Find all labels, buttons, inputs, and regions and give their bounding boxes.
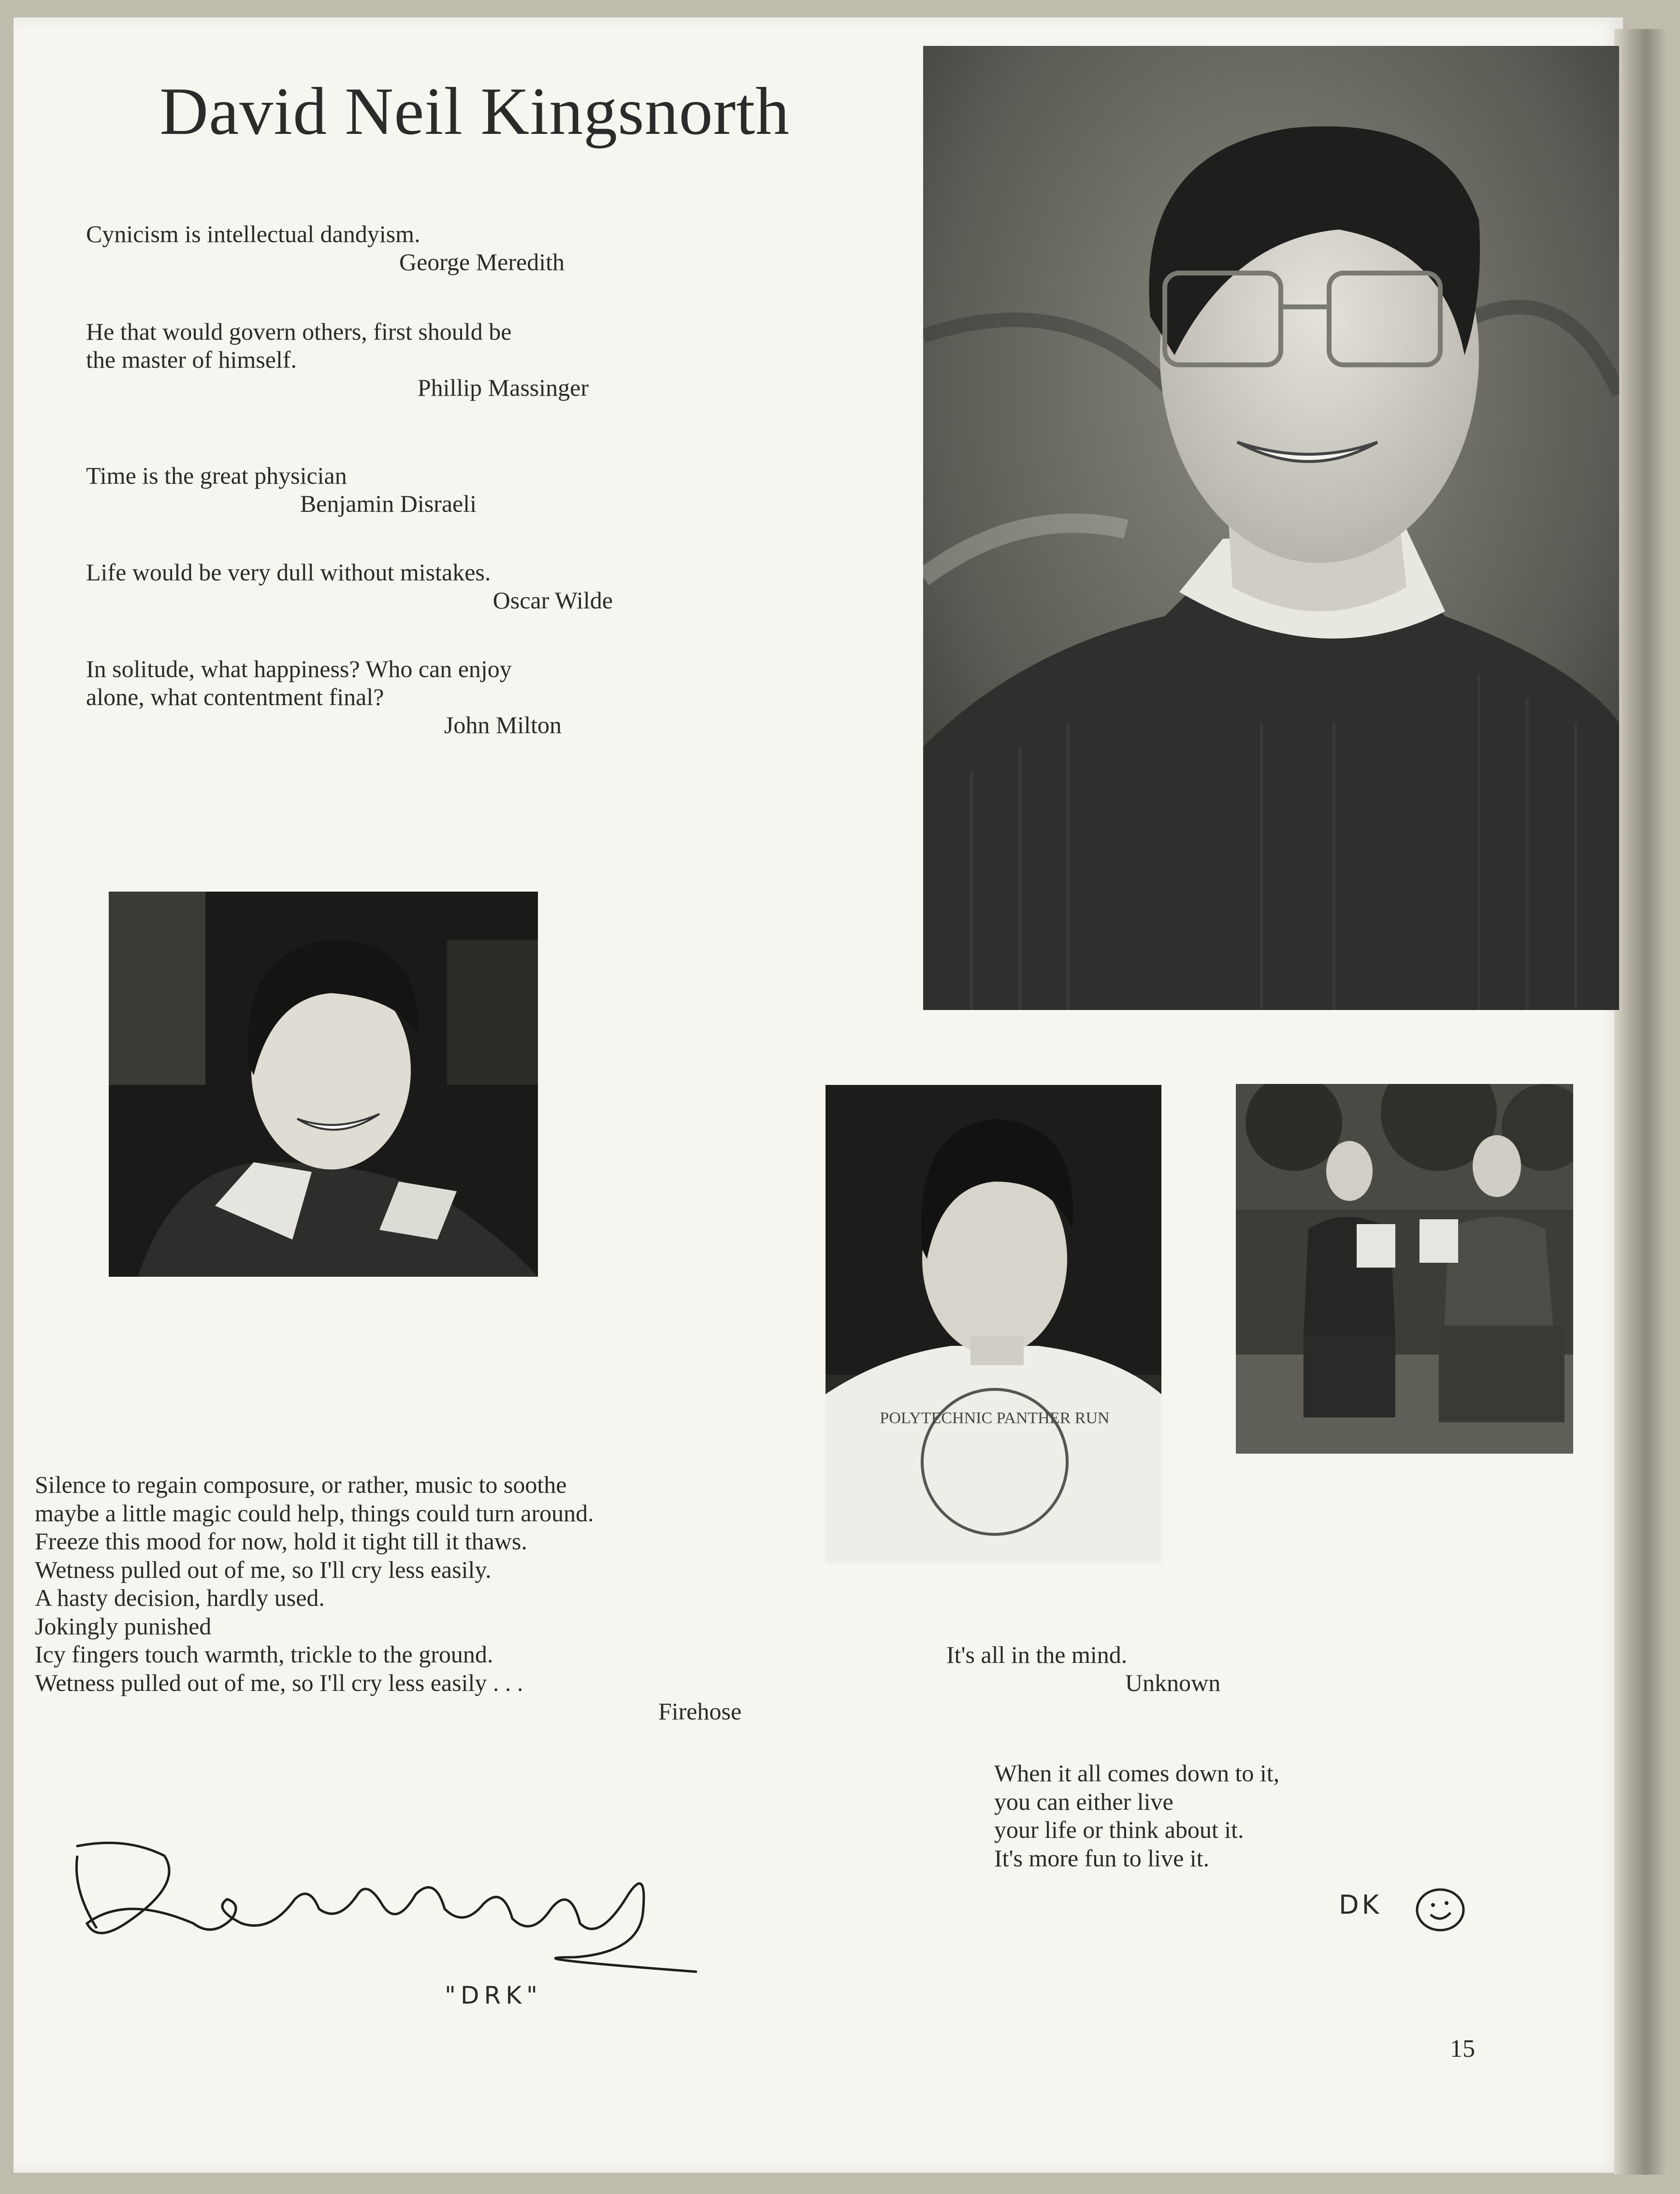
smiley-face-icon [1414, 1885, 1467, 1933]
poem-line: Wetness pulled out of me, so I'll cry less easily. [35, 1556, 492, 1583]
poem-line: Freeze this mood for now, hold it tight till it thaws. [35, 1528, 527, 1555]
quote-meredith [86, 220, 565, 276]
quote-author: George Meredith [399, 248, 565, 275]
quote-line: In solitude, what happiness? Who can enjoy [86, 655, 512, 682]
poem-line: Icy fingers touch warmth, trickle to the ground. [35, 1641, 493, 1668]
closing-line: your life or think about it. [994, 1816, 1244, 1843]
poem-line: A hasty decision, hardly used. [35, 1584, 325, 1611]
quote-author: Phillip Massinger [417, 374, 589, 401]
quote-line: the master of himself. [86, 346, 297, 373]
quote-wilde [86, 558, 613, 614]
poem-line: Wetness pulled out of me, so I'll cry less easily . . . [35, 1669, 523, 1696]
quote-author: Benjamin Disraeli [300, 490, 477, 517]
closing-line: It's more fun to live it. [994, 1844, 1210, 1872]
candid-photo-tshirt [826, 1085, 1161, 1563]
quote-milton [86, 655, 569, 739]
quote-author: John Milton [444, 711, 562, 738]
quote-disraeli [86, 462, 492, 518]
page-title: David Neil Kingsnorth [159, 74, 790, 149]
book-spine [1614, 29, 1667, 2175]
shirt-logo-text: POLYTECHNIC PANTHER RUN [880, 1409, 1110, 1427]
closing-line: When it all comes down to it, [994, 1760, 1280, 1787]
closing-line: you can either live [994, 1788, 1173, 1815]
mind-quote-author: Unknown [1125, 1669, 1221, 1696]
poem-author: Firehose [658, 1698, 742, 1725]
quote-line: alone, what contentment final? [86, 683, 384, 710]
signature [68, 1827, 715, 1986]
quote-line: Life would be very dull without mistakes. [86, 559, 491, 586]
closing-initials: DK [1339, 1890, 1382, 1920]
signature-nickname: "DRK" [445, 1981, 543, 2009]
quote-massinger [86, 318, 589, 402]
quote-author: Oscar Wilde [492, 587, 613, 614]
quote-line: He that would govern others, first should be [86, 318, 512, 345]
quote-line: Cynicism is intellectual dandyism. [86, 220, 420, 247]
candid-photo-outdoors [1236, 1084, 1573, 1454]
page-number: 15 [1450, 2035, 1475, 2063]
poem-line: Jokingly punished [35, 1612, 212, 1640]
poem-line: Silence to regain composure, or rather, music to soothe [35, 1471, 567, 1498]
poem-line: maybe a little magic could help, things could turn around. [35, 1499, 594, 1527]
candid-photo-smiling [109, 892, 538, 1277]
closing-quote [994, 1759, 1279, 1872]
quote-line: Time is the great physician [86, 462, 347, 489]
mind-quote-line: It's all in the mind. [946, 1641, 1128, 1668]
poem [35, 1471, 594, 1697]
portrait-photo [923, 46, 1619, 1010]
